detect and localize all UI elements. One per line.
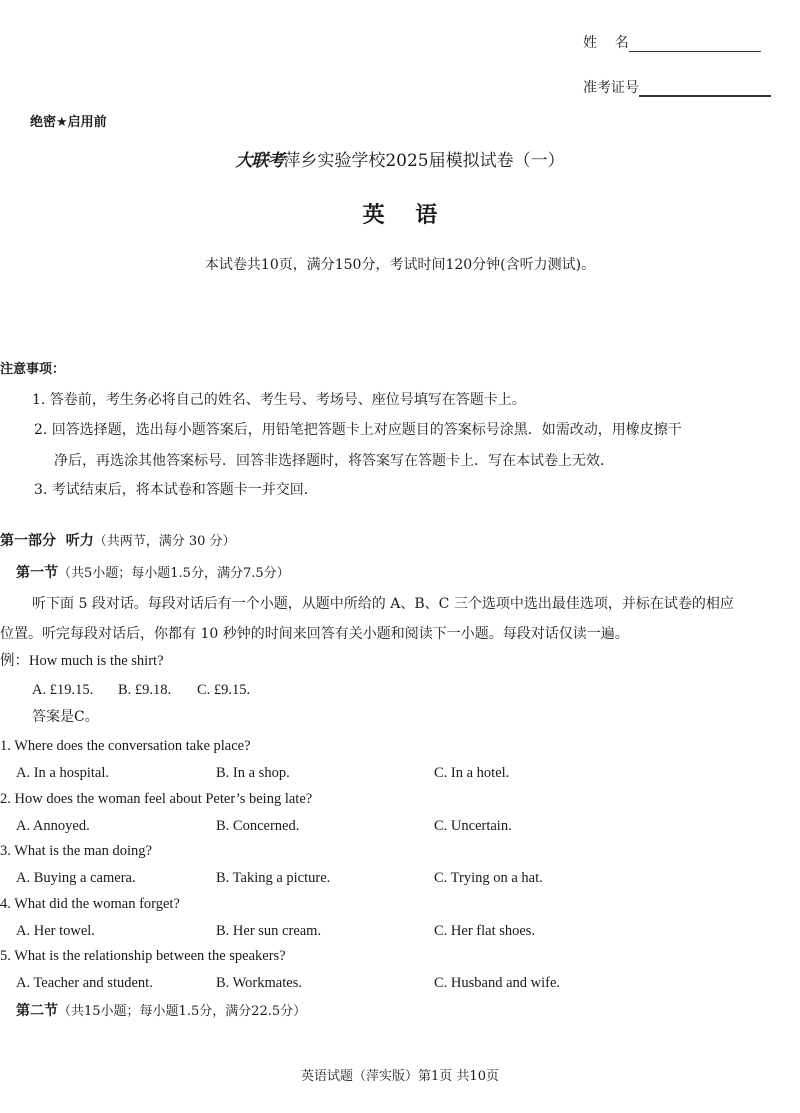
question-1: 1. Where does the conversation take place? — [0, 738, 251, 754]
name-blank — [629, 35, 761, 52]
id-field — [583, 79, 771, 97]
note-item: 3. 考试结束后，将本试卷和答题卡一并交回． — [34, 482, 318, 498]
question-2: 2. How does the woman feel about Peter’s being late? — [0, 790, 313, 807]
secret-mark: 绝密★启用前 — [30, 115, 107, 130]
example-option: B. £9.18. — [118, 682, 172, 698]
page-footer: 英语试题（萍实版）第1页 共10页 — [301, 1069, 499, 1084]
instructions: 听下面 5 段对话。每段对话后有一个小题，从题中所给的 A、B、C 三个选项中选出最佳选项，并标在试卷的相应 — [32, 596, 734, 612]
question-4-option-c: C. Her flat shoes. — [434, 922, 536, 939]
part1-heading: 第一部分 听力（共两节，满分 30 分） — [0, 533, 236, 549]
question-1-option-a: A. In a hospital. — [16, 765, 110, 781]
question-3: 3. What is the man doing? — [0, 843, 152, 859]
note-item: 净后，再选涂其他答案标号．回答非选择题时，将答案写在答题卡上．写在本试卷上无效． — [54, 453, 614, 469]
question-4-option-b: B. Her sun cream. — [216, 922, 322, 939]
question-3-option-a: A. Buying a camera. — [16, 870, 136, 886]
name-label: 姓 名 — [583, 35, 629, 51]
id-label: 准考证号 — [583, 80, 639, 96]
id-blank — [639, 79, 771, 97]
example-question: 例：How much is the shirt? — [0, 653, 164, 669]
exam-info: 本试卷共10页，满分150分，考试时间120分钟(含听力测试)。 — [204, 257, 596, 273]
question-2-option-a: A. Annoyed. — [16, 817, 90, 834]
notes-heading: 注意事项： — [0, 362, 66, 377]
question-4-option-a: A. Her towel. — [16, 922, 95, 939]
question-5-option-b: B. Workmates. — [216, 975, 302, 991]
section2-heading: 第二节（共15小题；每小题1.5分，满分22.5分） — [16, 1003, 307, 1019]
instructions: 位置。听完每段对话后，你都有 10 秒钟的时间来回答有关小题和阅读下一小题。每段对话仅读一遍。 — [0, 626, 629, 642]
question-1-option-c: C. In a hotel. — [434, 765, 510, 781]
note-item: 2. 回答选择题，选出每小题答案后，用铅笔把答题卡上对应题目的答案标号涂黑．如需改动，用橡皮擦干 — [34, 422, 682, 438]
question-2-option-b: B. Concerned. — [216, 817, 300, 834]
exam-title: 大联考萍乡实验学校2025届模拟试卷（一） — [235, 151, 565, 171]
question-5: 5. What is the relationship between the speakers? — [0, 948, 286, 964]
example-option: A. £19.15. — [32, 682, 94, 698]
section1-heading: 第一节（共5小题；每小题1.5分，满分7.5分） — [16, 565, 290, 581]
subject-title: 英 语 — [362, 203, 438, 228]
logo: 大联考 — [235, 151, 284, 171]
name-field — [583, 34, 761, 52]
question-2-option-c: C. Uncertain. — [434, 817, 512, 834]
question-4: 4. What did the woman forget? — [0, 895, 180, 912]
note-item: 1. 答卷前，考生务必将自己的姓名、考生号、考场号、座位号填写在答题卡上。 — [32, 392, 526, 408]
question-3-option-b: B. Taking a picture. — [216, 870, 331, 886]
question-5-option-c: C. Husband and wife. — [434, 975, 561, 991]
question-1-option-b: B. In a shop. — [216, 765, 290, 781]
question-3-option-c: C. Trying on a hat. — [434, 870, 543, 886]
question-5-option-a: A. Teacher and student. — [16, 975, 153, 991]
example-option: C. £9.15. — [197, 682, 251, 698]
example-answer: 答案是C。 — [32, 709, 99, 725]
